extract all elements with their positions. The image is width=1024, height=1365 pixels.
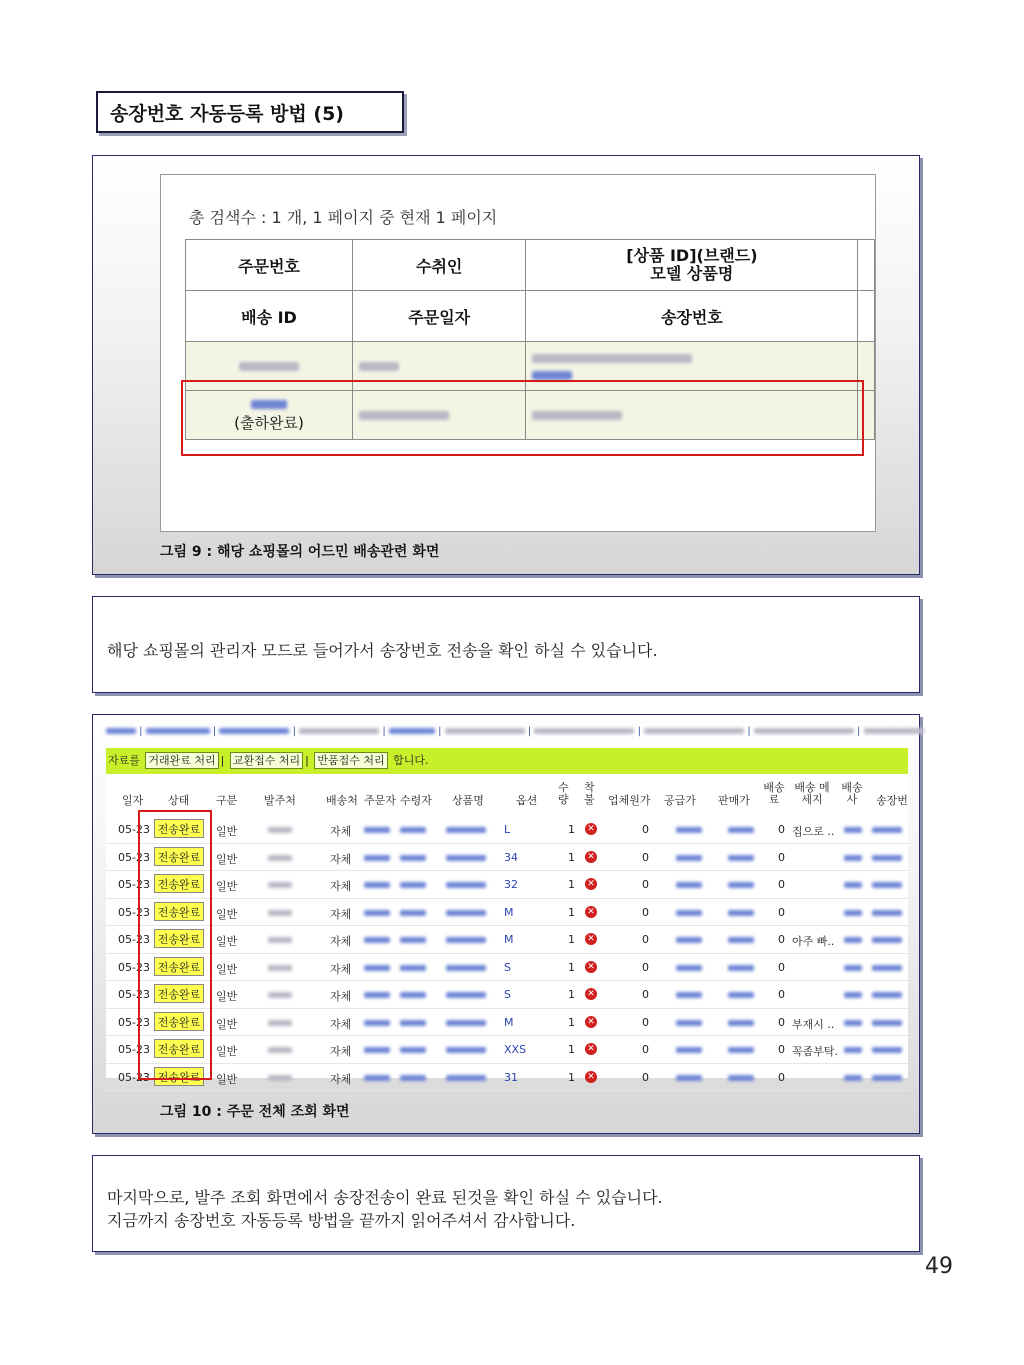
row-date: 05-23 — [118, 1070, 150, 1084]
row-fee: 0 — [778, 1070, 785, 1084]
row-qty: 1 — [568, 1015, 575, 1029]
row-shipper: 자체 — [330, 1017, 352, 1031]
row-option: M — [504, 905, 514, 919]
row-type: 일반 — [216, 1017, 238, 1031]
row-message: 꼭좀부탁. — [792, 1045, 839, 1058]
return-receipt-button[interactable]: 반품접수 처리 — [314, 752, 387, 769]
table-row — [106, 1064, 908, 1092]
action-bar-prefix: 자료를 — [108, 754, 140, 767]
row-shipper: 자체 — [330, 852, 352, 866]
figure10-caption: 그림 10 : 주문 전체 조회 화면 — [160, 1104, 350, 1120]
status-highlight-box — [138, 810, 212, 1080]
cod-x-icon: ✕ — [585, 933, 597, 945]
status-badge: 전송완료 — [154, 929, 204, 948]
note-text-2a: 마지막으로, 발주 조회 화면에서 송장전송이 완료 된것을 확인 하실 수 있습니다. — [107, 1188, 663, 1207]
row-date: 05-23 — [118, 823, 150, 836]
col-qty: 수량 — [558, 781, 569, 806]
row-qty: 1 — [568, 850, 575, 864]
toolbar-links: | | | | | | | | | — [106, 726, 908, 740]
row-cost: 0 — [642, 850, 649, 864]
col-cost: 업체원가 — [608, 794, 651, 807]
row-option: 34 — [504, 850, 518, 864]
row-date: 05-23 — [118, 933, 150, 946]
col-carrier: 배송사 — [841, 781, 863, 806]
row-fee: 0 — [778, 1015, 785, 1029]
row-qty: 1 — [568, 988, 575, 1001]
header-recipient: 수취인 — [352, 240, 526, 291]
figure10-screenshot — [106, 726, 908, 1086]
action-bar-suffix: 합니다. — [393, 754, 429, 767]
row-fee: 0 — [778, 905, 785, 919]
row-option: 31 — [504, 1070, 518, 1084]
table-row — [106, 954, 908, 982]
table-row — [106, 816, 908, 844]
header-product: [상품 ID](브랜드) 모델 상품명 — [526, 240, 858, 291]
header-invoice-no: 송장번호 — [526, 291, 858, 342]
search-summary: 총 검색수 : 1 개, 1 페이지 중 현재 1 페이지 — [189, 208, 498, 227]
header-order-date: 주문일자 — [352, 291, 526, 342]
cod-x-icon: ✕ — [585, 878, 597, 890]
row-option: M — [504, 933, 514, 946]
complete-trade-button[interactable]: 거래완료 처리 — [145, 752, 218, 769]
col-orderer: 주문자 — [364, 794, 396, 807]
row-type: 일반 — [216, 825, 238, 838]
row-date: 05-23 — [118, 905, 150, 919]
row-message: 부재시 .. — [792, 1017, 835, 1031]
shipped-status: (출하완료) — [234, 414, 304, 432]
status-badge: 전송완료 — [154, 819, 204, 838]
page-title: 송장번호 자동등록 방법 (5) — [96, 91, 404, 133]
col-date: 일자 — [122, 794, 144, 807]
col-cod: 착불 — [584, 781, 595, 806]
row-date: 05-23 — [118, 960, 150, 974]
col-message: 배송 메세지 — [794, 781, 830, 806]
row-fee: 0 — [778, 850, 785, 864]
row-option: S — [504, 988, 511, 1001]
row-type: 일반 — [216, 907, 238, 921]
row-type: 일반 — [216, 935, 238, 948]
row-option: L — [504, 823, 511, 836]
row-option: XXS — [504, 1043, 527, 1056]
status-badge: 전송완료 — [154, 984, 204, 1003]
col-shipper: 배송처 — [326, 794, 358, 807]
row-qty: 1 — [568, 823, 575, 836]
note-text-2b: 지금까지 송장번호 자동등록 방법을 끝까지 읽어주셔서 감사합니다. — [107, 1211, 576, 1230]
row-shipper: 자체 — [330, 1045, 352, 1058]
cod-x-icon: ✕ — [585, 1071, 597, 1083]
note-panel-2 — [92, 1155, 920, 1252]
action-bar: 자료를 거래완료 처리 | 교환접수 처리 | 반품접수 처리 합니다. — [106, 748, 908, 774]
row-cost: 0 — [642, 1015, 649, 1029]
col-type: 구분 — [216, 794, 238, 807]
row-date: 05-23 — [118, 878, 150, 891]
row-shipper: 자체 — [330, 880, 352, 893]
cod-x-icon: ✕ — [585, 851, 597, 863]
figure9-screenshot — [160, 174, 876, 532]
row-type: 일반 — [216, 1045, 238, 1058]
row-shipper: 자체 — [330, 935, 352, 948]
row-fee: 0 — [778, 1043, 785, 1056]
row-type: 일반 — [216, 880, 238, 893]
row-shipper: 자체 — [330, 1072, 352, 1086]
order-rows — [106, 816, 908, 1091]
header-order-no: 주문번호 — [186, 240, 353, 291]
row-option: S — [504, 960, 511, 974]
note-panel-1 — [92, 596, 920, 693]
row-shipper: 자체 — [330, 907, 352, 921]
exchange-receipt-button[interactable]: 교환접수 처리 — [230, 752, 303, 769]
cod-x-icon: ✕ — [585, 906, 597, 918]
row-qty: 1 — [568, 905, 575, 919]
row-cost: 0 — [642, 878, 649, 891]
row-type: 일반 — [216, 1072, 238, 1086]
table-row — [106, 981, 908, 1009]
row-fee: 0 — [778, 823, 785, 836]
col-receiver: 수령자 — [400, 794, 432, 807]
row-type: 일반 — [216, 962, 238, 976]
row-cost: 0 — [642, 988, 649, 1001]
table-row — [106, 871, 908, 899]
header-delivery-id: 배송 ID — [186, 291, 353, 342]
col-product: 상품명 — [452, 794, 484, 807]
table-row — [106, 926, 908, 954]
page-number: 49 — [925, 1254, 953, 1279]
row-date: 05-23 — [118, 988, 150, 1001]
row-message: 아주 빠.. — [792, 935, 835, 948]
col-invoice: 송장번 — [876, 794, 908, 807]
row-qty: 1 — [568, 878, 575, 891]
table-row — [106, 1036, 908, 1064]
row-shipper: 자체 — [330, 990, 352, 1003]
row-cost: 0 — [642, 905, 649, 919]
status-badge: 전송완료 — [154, 957, 204, 976]
status-badge: 전송완료 — [154, 874, 204, 893]
cod-x-icon: ✕ — [585, 1016, 597, 1028]
status-badge: 전송완료 — [154, 902, 204, 921]
row-cost: 0 — [642, 960, 649, 974]
cod-x-icon: ✕ — [585, 823, 597, 835]
row-date: 05-23 — [118, 1015, 150, 1029]
row-fee: 0 — [778, 988, 785, 1001]
order-table-header — [106, 782, 908, 814]
row-qty: 1 — [568, 1043, 575, 1056]
col-option: 옵션 — [516, 794, 538, 807]
row-shipper: 자체 — [330, 962, 352, 976]
table-row — [106, 899, 908, 927]
row-qty: 1 — [568, 1070, 575, 1084]
row-type: 일반 — [216, 990, 238, 1003]
col-fee: 배송료 — [763, 781, 785, 806]
row-date: 05-23 — [118, 1043, 150, 1056]
row-cost: 0 — [642, 1043, 649, 1056]
row-option: M — [504, 1015, 514, 1029]
table-row — [106, 1009, 908, 1037]
row-cost: 0 — [642, 823, 649, 836]
row-shipper: 자체 — [330, 825, 352, 838]
row-fee: 0 — [778, 960, 785, 974]
row-option: 32 — [504, 878, 518, 891]
highlight-box — [181, 380, 864, 456]
status-badge: 전송완료 — [154, 1067, 204, 1086]
col-sale-price: 판매가 — [718, 794, 750, 807]
row-qty: 1 — [568, 933, 575, 946]
cod-x-icon: ✕ — [585, 988, 597, 1000]
col-supplier: 발주처 — [264, 794, 296, 807]
status-badge: 전송완료 — [154, 1039, 204, 1058]
row-cost: 0 — [642, 1070, 649, 1084]
col-status: 상태 — [168, 794, 190, 807]
col-supply-price: 공급가 — [664, 794, 696, 807]
cod-x-icon: ✕ — [585, 1043, 597, 1055]
figure9-caption: 그림 9 : 해당 쇼핑몰의 어드민 배송관련 화면 — [160, 544, 440, 560]
row-date: 05-23 — [118, 850, 150, 864]
row-type: 일반 — [216, 852, 238, 866]
note-text-1: 해당 쇼핑몰의 관리자 모드로 들어가서 송장번호 전송을 확인 하실 수 있습니다. — [107, 641, 658, 660]
row-cost: 0 — [642, 933, 649, 946]
status-badge: 전송완료 — [154, 1012, 204, 1031]
row-fee: 0 — [778, 933, 785, 946]
table-row — [106, 844, 908, 872]
row-message: 집으로 .. — [792, 825, 835, 838]
status-badge: 전송완료 — [154, 847, 204, 866]
row-qty: 1 — [568, 960, 575, 974]
row-fee: 0 — [778, 878, 785, 891]
cod-x-icon: ✕ — [585, 961, 597, 973]
